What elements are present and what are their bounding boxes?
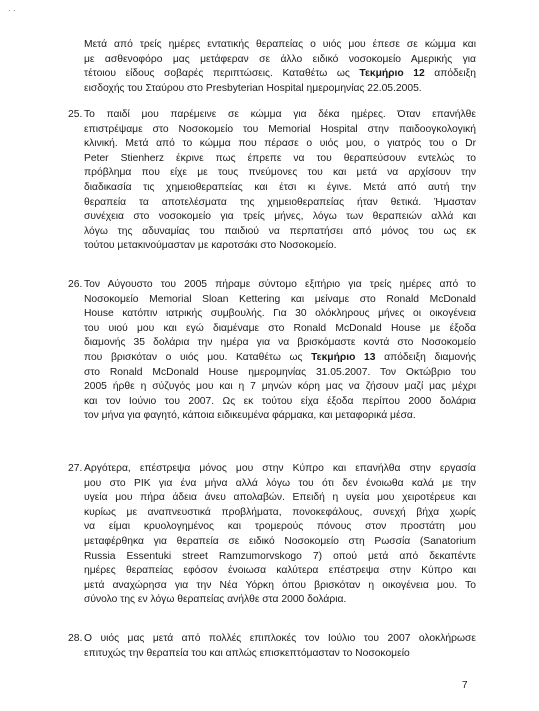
text-line: House κατόπιν ιατρικής συμβουλής. Για 30 ολόκληρους μήνες οι οικογένεια <box>84 308 476 320</box>
text-line: διαμονής 35 δολάρια την ημέρα για να βρισκόμαστε κοντά στο Νοσοκομείο <box>84 337 476 349</box>
text-line: που βρισκόταν ο υιός μου. Καταθέτω ως Τεκμήριο 13 απόδειξη διαμονής <box>84 351 476 363</box>
text-line: Ο υιός μας μετά από πολλές επιπλοκές τον Ιούλιο του 2007 ολοκλήρωσε <box>84 633 476 644</box>
text-line: Peter Stienherz έκρινε πως έπρεπε να του θεραπεύσουν εντελώς το <box>84 152 476 164</box>
paragraph-26 <box>68 278 476 424</box>
text-line: μετά αναχώρησα για την Νέα Υόρκη όπου βρισκόταν η οικογένεια μου. Το <box>84 579 476 591</box>
text-line: Το παιδί μου παρέμεινε σε κώμμα για δέκα ημέρες. Όταν επανήλθε <box>84 109 476 120</box>
corner-mark: · · <box>8 6 16 15</box>
text-line: συνέχεια στο νοσοκομείο για τρείς μήνες, λόγω των θεραπειών αλλά και <box>84 211 476 223</box>
text-line: υγεία μου πήρα άδεια άνευ απολαβών. Επειδή η υγεία μου χειροτέρευε και <box>84 492 476 504</box>
text-line: να είμαι κρυολογημένος και τρομερούς πόνους στον προστάτη μου <box>84 521 476 533</box>
text-line: θεραπεία τα αποτελέσματα της χημειοθεραπείας ήταν θετικά. Ήμασταν <box>84 196 476 208</box>
text-line: και τον Ιούνιο του 2007. Ως εκ τούτου είχα έξοδα περίπου 2000 δολάρια <box>84 395 476 407</box>
paragraph-number: 28. <box>68 633 83 644</box>
text-line: λόγω της αδυναμίας του παιδιού να περπατήσει από μόνος του ως εκ <box>84 225 476 237</box>
text-line: Νοσοκομείο Memorial Sloan Kettering και μείναμε στο Ronald McDonald <box>84 293 476 305</box>
text-line: εισδοχής του Σταύρου στο Presbyterian Hospital ημερομηνίας 22.05.2005. <box>84 82 422 94</box>
text-line: στο Ronald McDonald House ημερομηνίας 31.05.2007. Τον Οκτώβριο του <box>84 366 476 378</box>
text-line: Μετά από τρείς ημέρες εντατικής θεραπείας ο υιός μου έπεσε σε κώμμα και <box>84 39 476 50</box>
paragraph-27 <box>68 462 476 608</box>
text-line: επιτυχώς την θεραπεία του και απλώς επισκεπτόμασταν το Νοσοκομείο <box>84 647 410 659</box>
text-line: του υιού μου και εγώ διαμέναμε στο Ronald McDonald House με έξοδα <box>84 322 476 334</box>
text-line: τέτοιου είδους σοβαρές περιπτώσεις. Καταθέτω ως Τεκμήριο 12 απόδειξη <box>84 68 476 80</box>
text-line: ημέρες θεραπείας εφόσον ένοιωσα καλύτερα επέστρεψα στην Κύπρο και <box>84 565 476 577</box>
text-line: επιστρέψαμε στο Νοσοκομείο του Memorial Hospital στην παιδοογκολογική <box>84 123 476 135</box>
text-line: Αργότερα, επέστρεψα μόνος μου στην Κύπρο και επανήλθα στην εργασία <box>84 463 476 474</box>
text-line: τον μήνα για φαγητό, κάποια ειδικευμένα φάρμακα, και μεταφορικά μέσα. <box>84 410 416 422</box>
text-line: μου στο ΡΙΚ για ένα μήνα αλλά λόγω του ότι δεν ένοιωθα καλά με την <box>84 477 476 489</box>
paragraph-number: 27. <box>68 463 83 474</box>
text-line: πρόβλημα που είχε με τους πνεύμονες του και μετά να αρχίσουν την <box>84 167 476 179</box>
paragraph-24-continuation <box>84 38 476 96</box>
page-number: 7 <box>462 680 468 691</box>
paragraph-28 <box>68 632 476 661</box>
text-line: κλινική. Μετά από το κώμμα που πέρασε ο υιός μου, ο γιατρός του ο Dr <box>84 138 476 150</box>
text-line: μεταφέρθηκα για θεραπεία σε ειδικό Νοσοκομείο στη Ρωσσία (Sanatorium <box>84 535 476 547</box>
text-line: 2005 ήρθε η σύζυγός μου και η 7 μηνών κόρη μας να ζήσουν μαζί μας μέχρι <box>84 381 476 393</box>
paragraph-number: 25. <box>68 109 83 120</box>
text-line: κυρίως με αναπνευστικά προβλήματα, πονοκεφάλους, συνεχή βήχα χωρίς <box>84 506 476 518</box>
text-line: σύνολο της εν λόγω θεραπείας ανήλθε στα 2000 δολάρια. <box>84 594 347 606</box>
text-line: τούτου μετακινούμασταν με καροτσάκι στο Νοσοκομείο. <box>84 240 337 252</box>
paragraph-25 <box>68 108 476 254</box>
paragraph-number: 26. <box>68 279 83 290</box>
text-line: με ασθενοφόρο μας μετάφεραν σε άλλο ειδικό νοσοκομείο Αμερικής για <box>84 53 476 65</box>
text-line: διαδικασία τις χημειοθεραπείας και έτσι κι έγινε. Μετά από αυτή την <box>84 181 476 193</box>
text-line: Τον Αύγουστο του 2005 πήραμε σύντομο εξιτήριο για τρείς ημέρες από το <box>84 279 476 290</box>
text-line: Russia Essentuki street Ramzumorvskogo 7) οπού μετά από δεκαπέντε <box>84 550 476 562</box>
